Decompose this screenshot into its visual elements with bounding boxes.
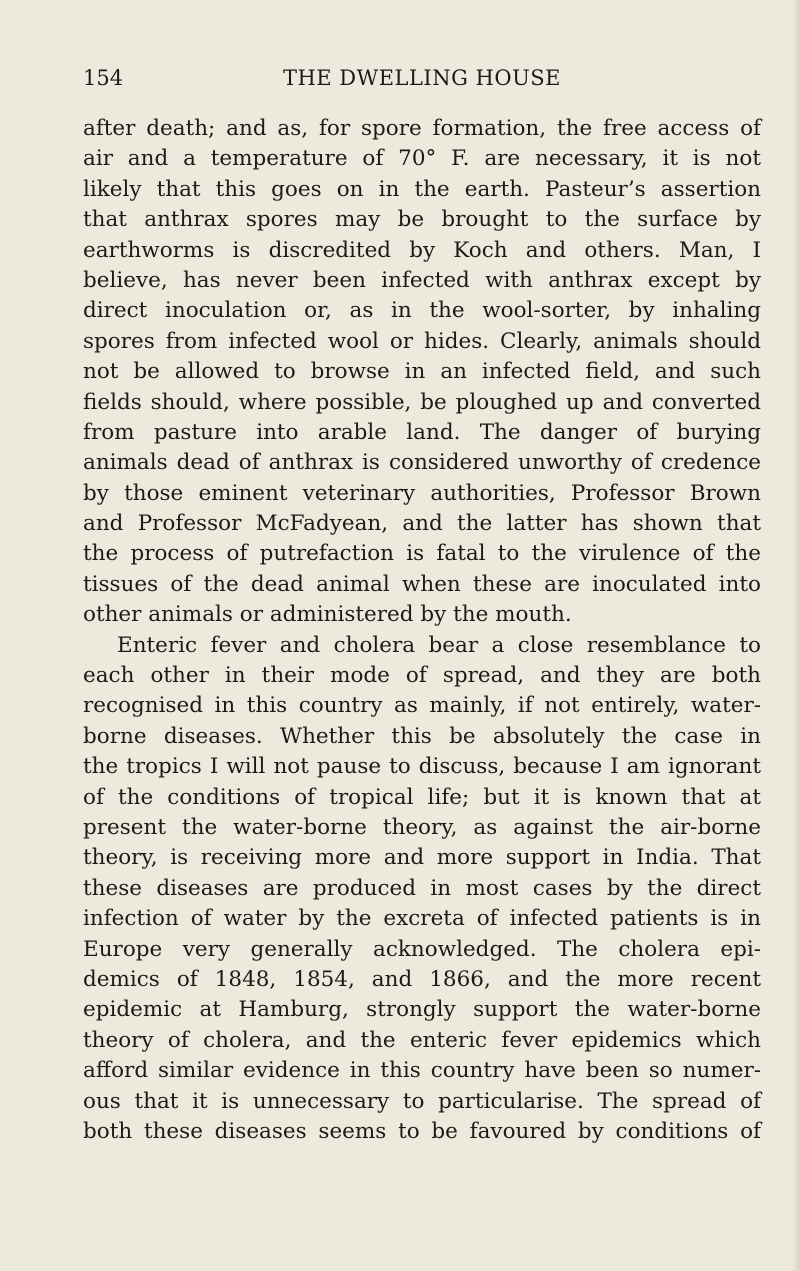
body-text (83, 114, 761, 1147)
text-line: believe, has never been infected with anthrax except by (83, 267, 761, 293)
text-line: likely that this goes on in the earth. Pasteur’s assertion (83, 176, 761, 202)
text-line: demics of 1848, 1854, and 1866, and the more recent (83, 966, 761, 992)
text-line: fields should, where possible, be ploughed up and converted (83, 389, 761, 415)
text-line: and Professor McFadyean, and the latter has shown that (83, 511, 761, 537)
text-line: ous that it is unnecessary to particularise. The spread of (83, 1088, 761, 1114)
running-head: THE DWELLING HOUSE (282, 66, 562, 90)
text-line: theory of cholera, and the enteric fever epidemics which (83, 1027, 761, 1053)
text-line: these diseases are produced in most cases by the direct (83, 875, 761, 901)
text-line: of the conditions of tropical life; but it is known that at (83, 784, 761, 810)
text-line: borne diseases. Whether this be absolutely the case in (83, 723, 761, 749)
text-line: not be allowed to browse in an infected field, and such (83, 359, 761, 385)
text-line: direct inoculation or, as in the wool-sorter, by inhaling (83, 298, 761, 324)
text-line: present the water-borne theory, as against the air-borne (83, 814, 761, 840)
text-line: animals dead of anthrax is considered unworthy of credence (83, 450, 761, 476)
text-line: tissues of the dead animal when these are inoculated into (83, 571, 761, 597)
text-line: by those eminent veterinary authorities, Professor Brown (83, 480, 761, 506)
text-line: afford similar evidence in this country have been so numer- (83, 1058, 761, 1084)
page-header (83, 63, 761, 93)
text-line: from pasture into arable land. The danger of burying (83, 419, 761, 445)
text-line: the tropics I will not pause to discuss, because I am ignorant (83, 754, 761, 780)
text-line: infection of water by the excreta of infected patients is in (83, 906, 761, 932)
page-number: 154 (83, 66, 124, 90)
text-line: both these diseases seems to be favoured by conditions of (83, 1118, 761, 1144)
text-line: Europe very generally acknowledged. The cholera epi- (83, 936, 761, 962)
text-line: spores from infected wool or hides. Clearly, animals should (83, 328, 761, 354)
text-line: that anthrax spores may be brought to the surface by (83, 207, 761, 233)
text-line: theory, is receiving more and more support in India. That (83, 845, 761, 871)
page-edge-shadow (792, 0, 800, 1271)
text-line: earthworms is discredited by Koch and others. Man, I (83, 237, 761, 263)
text-line: the process of putrefaction is fatal to the virulence of the (83, 541, 761, 567)
text-line: recognised in this country as mainly, if not entirely, water- (83, 693, 761, 719)
text-line: each other in their mode of spread, and they are both (83, 663, 761, 689)
text-line: epidemic at Hamburg, strongly support the water-borne (83, 997, 761, 1023)
paragraph-start-line: Enteric fever and cholera bear a close resemblance to (117, 632, 761, 658)
text-line: after death; and as, for spore formation, the free access of (83, 116, 761, 141)
text-line: air and a temperature of 70° F. are necessary, it is not (83, 146, 761, 172)
paragraph-end-line: other animals or administered by the mouth. (83, 602, 572, 628)
